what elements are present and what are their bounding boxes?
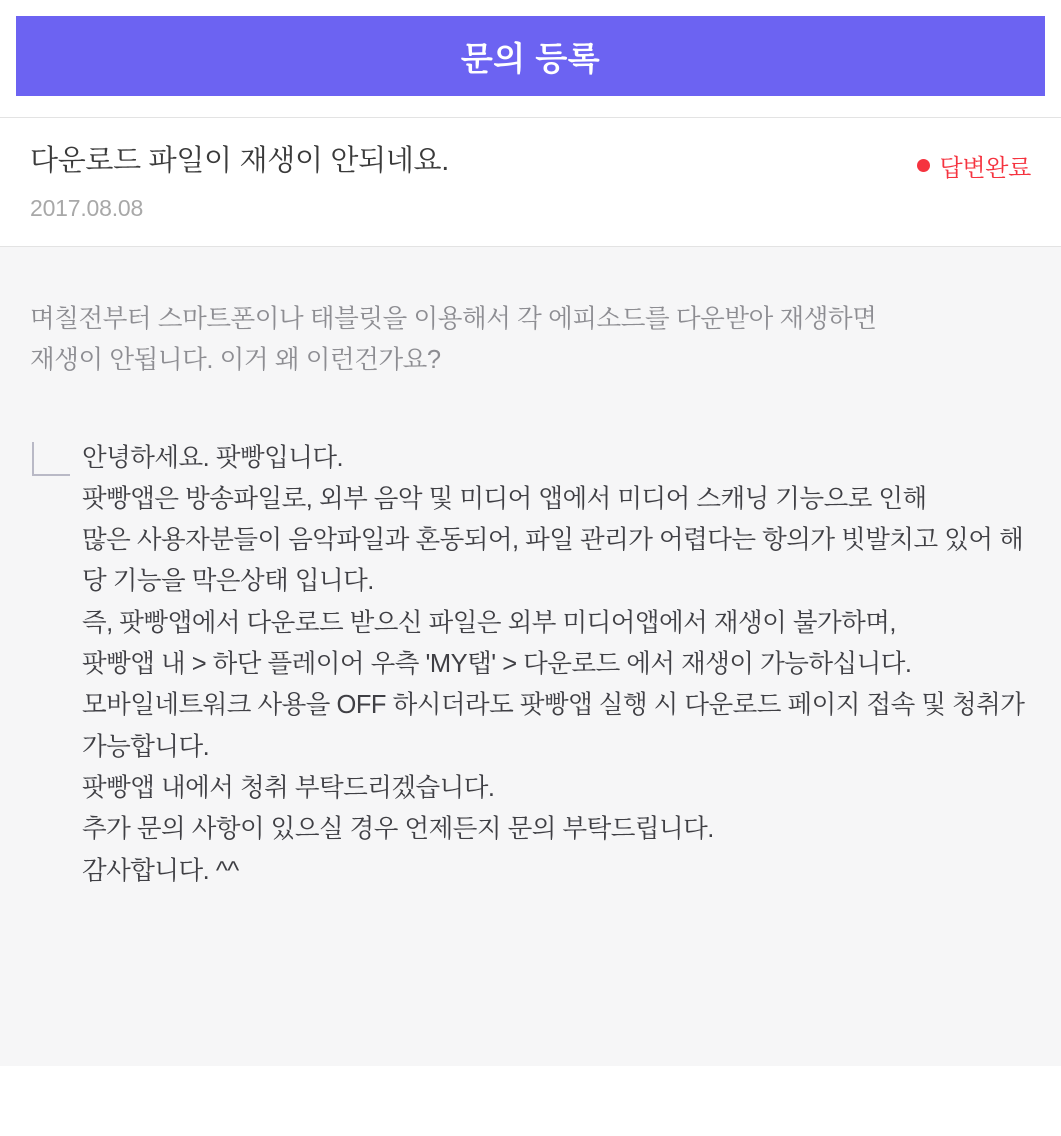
question-title: 다운로드 파일이 재생이 안되네요.: [30, 145, 450, 177]
status-dot-icon: [917, 159, 930, 172]
question-body-line: 재생이 안됩니다. 이거 왜 이런건가요?: [30, 346, 441, 375]
question-header: [0, 118, 1061, 246]
question-body-section: [0, 246, 1061, 1066]
page-header: [16, 16, 1045, 96]
page-title: 문의 등록: [460, 39, 601, 77]
answer-line: 모바일네트워크 사용을 OFF 하시더라도 팟빵앱 실행 시 다운로드 페이지 접속 및 청취가 가능합니다.: [82, 691, 1025, 761]
answer-line: 팟빵앱은 방송파일로, 외부 음악 및 미디어 앱에서 미디어 스캐닝 기능으로 인해: [82, 484, 927, 513]
status-badge: [917, 144, 1031, 183]
question-body-text: [30, 299, 1010, 382]
answer-line: 팟빵앱 내 > 하단 플레이어 우측 'MY탭' > 다운로드 에서 재생이 가능하십니다.: [82, 650, 912, 679]
answer-line: 많은 사용자분들이 음악파일과 혼동되어, 파일 관리가 어렵다는 항의가 빗발치고 있어 해당 기능을 막은상태 입니다.: [82, 526, 1024, 596]
answer-line: 즉, 팟빵앱에서 다운로드 받으신 파일은 외부 미디어앱에서 재생이 불가하며,: [82, 608, 896, 637]
answer-line: 안녕하세요. 팟빵입니다.: [82, 443, 344, 472]
reply-corner-icon: [32, 442, 70, 476]
question-date: 2017.08.08: [30, 195, 144, 221]
status-label: 답변완료: [939, 155, 1031, 182]
answer-block: [30, 438, 1031, 892]
answer-line: 추가 문의 사항이 있으실 경우 언제든지 문의 부탁드립니다.: [82, 815, 714, 844]
answer-text: [82, 438, 1031, 892]
answer-line: 팟빵앱 내에서 청취 부탁드리겠습니다.: [82, 773, 495, 802]
answer-line: 감사합니다. ^^: [82, 856, 239, 885]
question-body-line: 며칠전부터 스마트폰이나 태블릿을 이용해서 각 에피소드를 다운받아 재생하면: [30, 305, 877, 333]
